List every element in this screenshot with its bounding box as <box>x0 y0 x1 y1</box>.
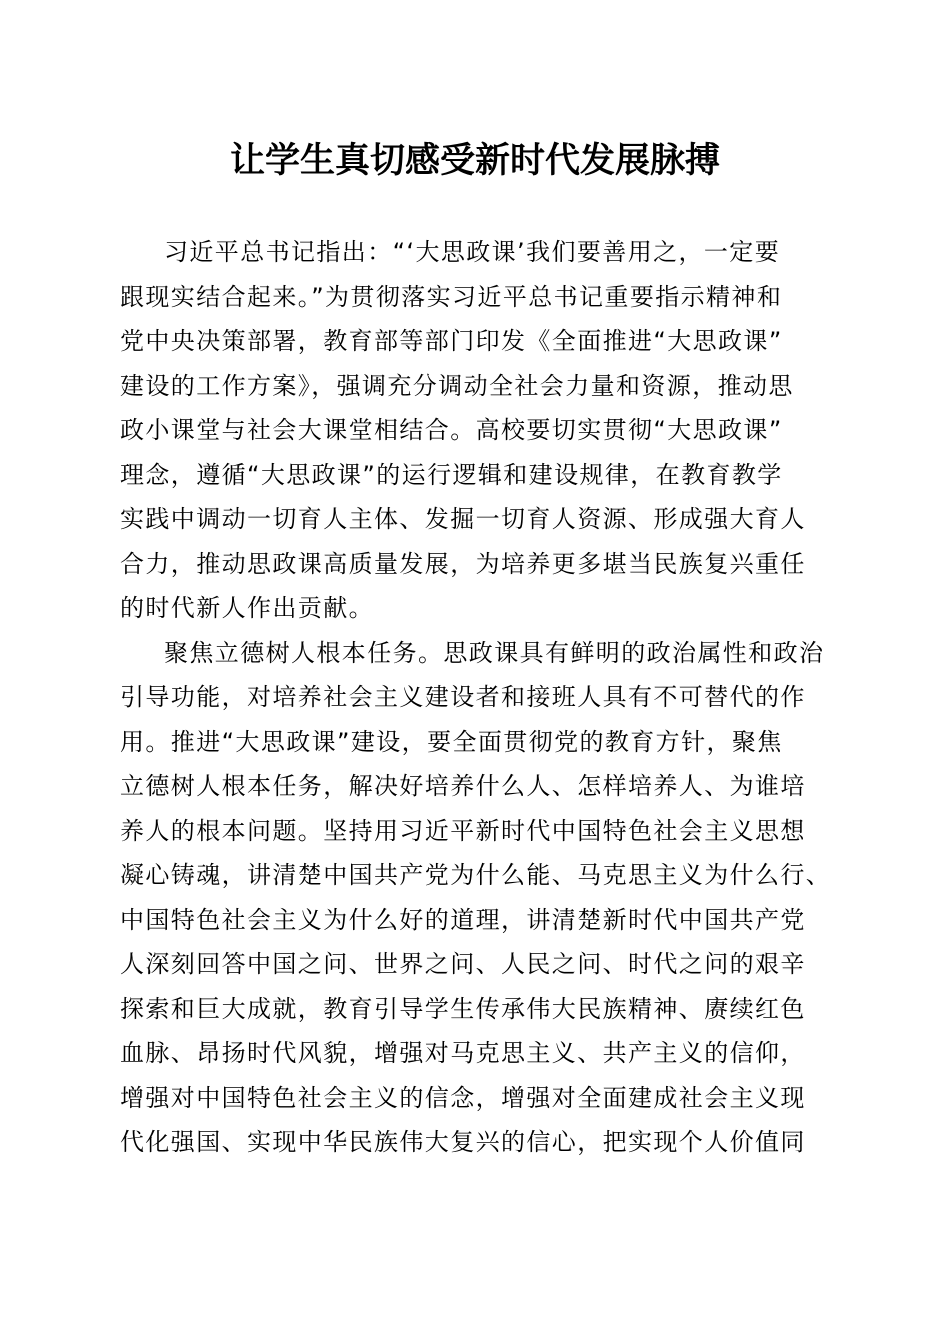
paragraph-2-line: 血脉、昂扬时代风貌，增强对马克思主义、共产主义的信仰， <box>120 1039 806 1067</box>
paragraph-2-line: 立德树人根本任务，解决好培养什么人、怎样培养人、为谁培 <box>120 772 806 800</box>
paragraph-1-line: 跟现实结合起来。”为贯彻落实习近平总书记重要指示精神和 <box>120 282 783 311</box>
paragraph-2-line: 增强对中国特色社会主义的信念，增强对全面建成社会主义现 <box>120 1083 806 1112</box>
paragraph-1-line: 政小课堂与社会大课堂相结合。高校要切实贯彻“大思政课” <box>120 416 783 444</box>
paragraph-1-line: 党中央决策部署，教育部等部门印发《全面推进“大思政课” <box>120 327 783 355</box>
paragraph-2-line: 凝心铸魂，讲清楚中国共产党为什么能、马克思主义为什么行、 <box>120 861 832 889</box>
paragraph-2-line: 聚焦立德树人根本任务。思政课具有鲜明的政治属性和政治 <box>164 638 825 667</box>
paragraph-1-line: 的时代新人作出贡献。 <box>120 594 374 622</box>
paragraph-2-line: 探索和巨大成就，教育引导学生传承伟大民族精神、赓续红色 <box>120 994 806 1023</box>
paragraph-1-line: 合力，推动思政课高质量发展，为培养更多堪当民族复兴重任 <box>120 549 806 578</box>
document-body <box>120 230 830 1165</box>
paragraph-2-line: 中国特色社会主义为什么好的道理，讲清楚新时代中国共产党 <box>120 905 806 934</box>
paragraph-1-line: 习近平总书记指出：“‘大思政课’我们要善用之，一定要 <box>164 238 781 266</box>
paragraph-1-line: 建设的工作方案》，强调充分调动全社会力量和资源，推动思 <box>120 371 794 400</box>
paragraph-2-line: 用。推进“大思政课”建设，要全面贯彻党的教育方针，聚焦 <box>120 727 783 756</box>
paragraph-1-line: 理念，遵循“大思政课”的运行逻辑和建设规律，在教育教学 <box>120 460 783 489</box>
paragraph-2-line: 人深刻回答中国之问、世界之问、人民之问、时代之问的艰辛 <box>120 950 806 978</box>
paragraph-2-line: 引导功能，对培养社会主义建设者和接班人具有不可替代的作 <box>120 683 806 711</box>
document-title: 让学生真切感受新时代发展脉搏 <box>229 140 720 181</box>
paragraph-2-line: 养人的根本问题。坚持用习近平新时代中国特色社会主义思想 <box>120 816 806 845</box>
paragraph-2-line: 代化强国、实现中华民族伟大复兴的信心，把实现个人价值同 <box>120 1128 806 1156</box>
paragraph-1-line: 实践中调动一切育人主体、发掘一切育人资源、形成强大育人 <box>120 505 806 533</box>
